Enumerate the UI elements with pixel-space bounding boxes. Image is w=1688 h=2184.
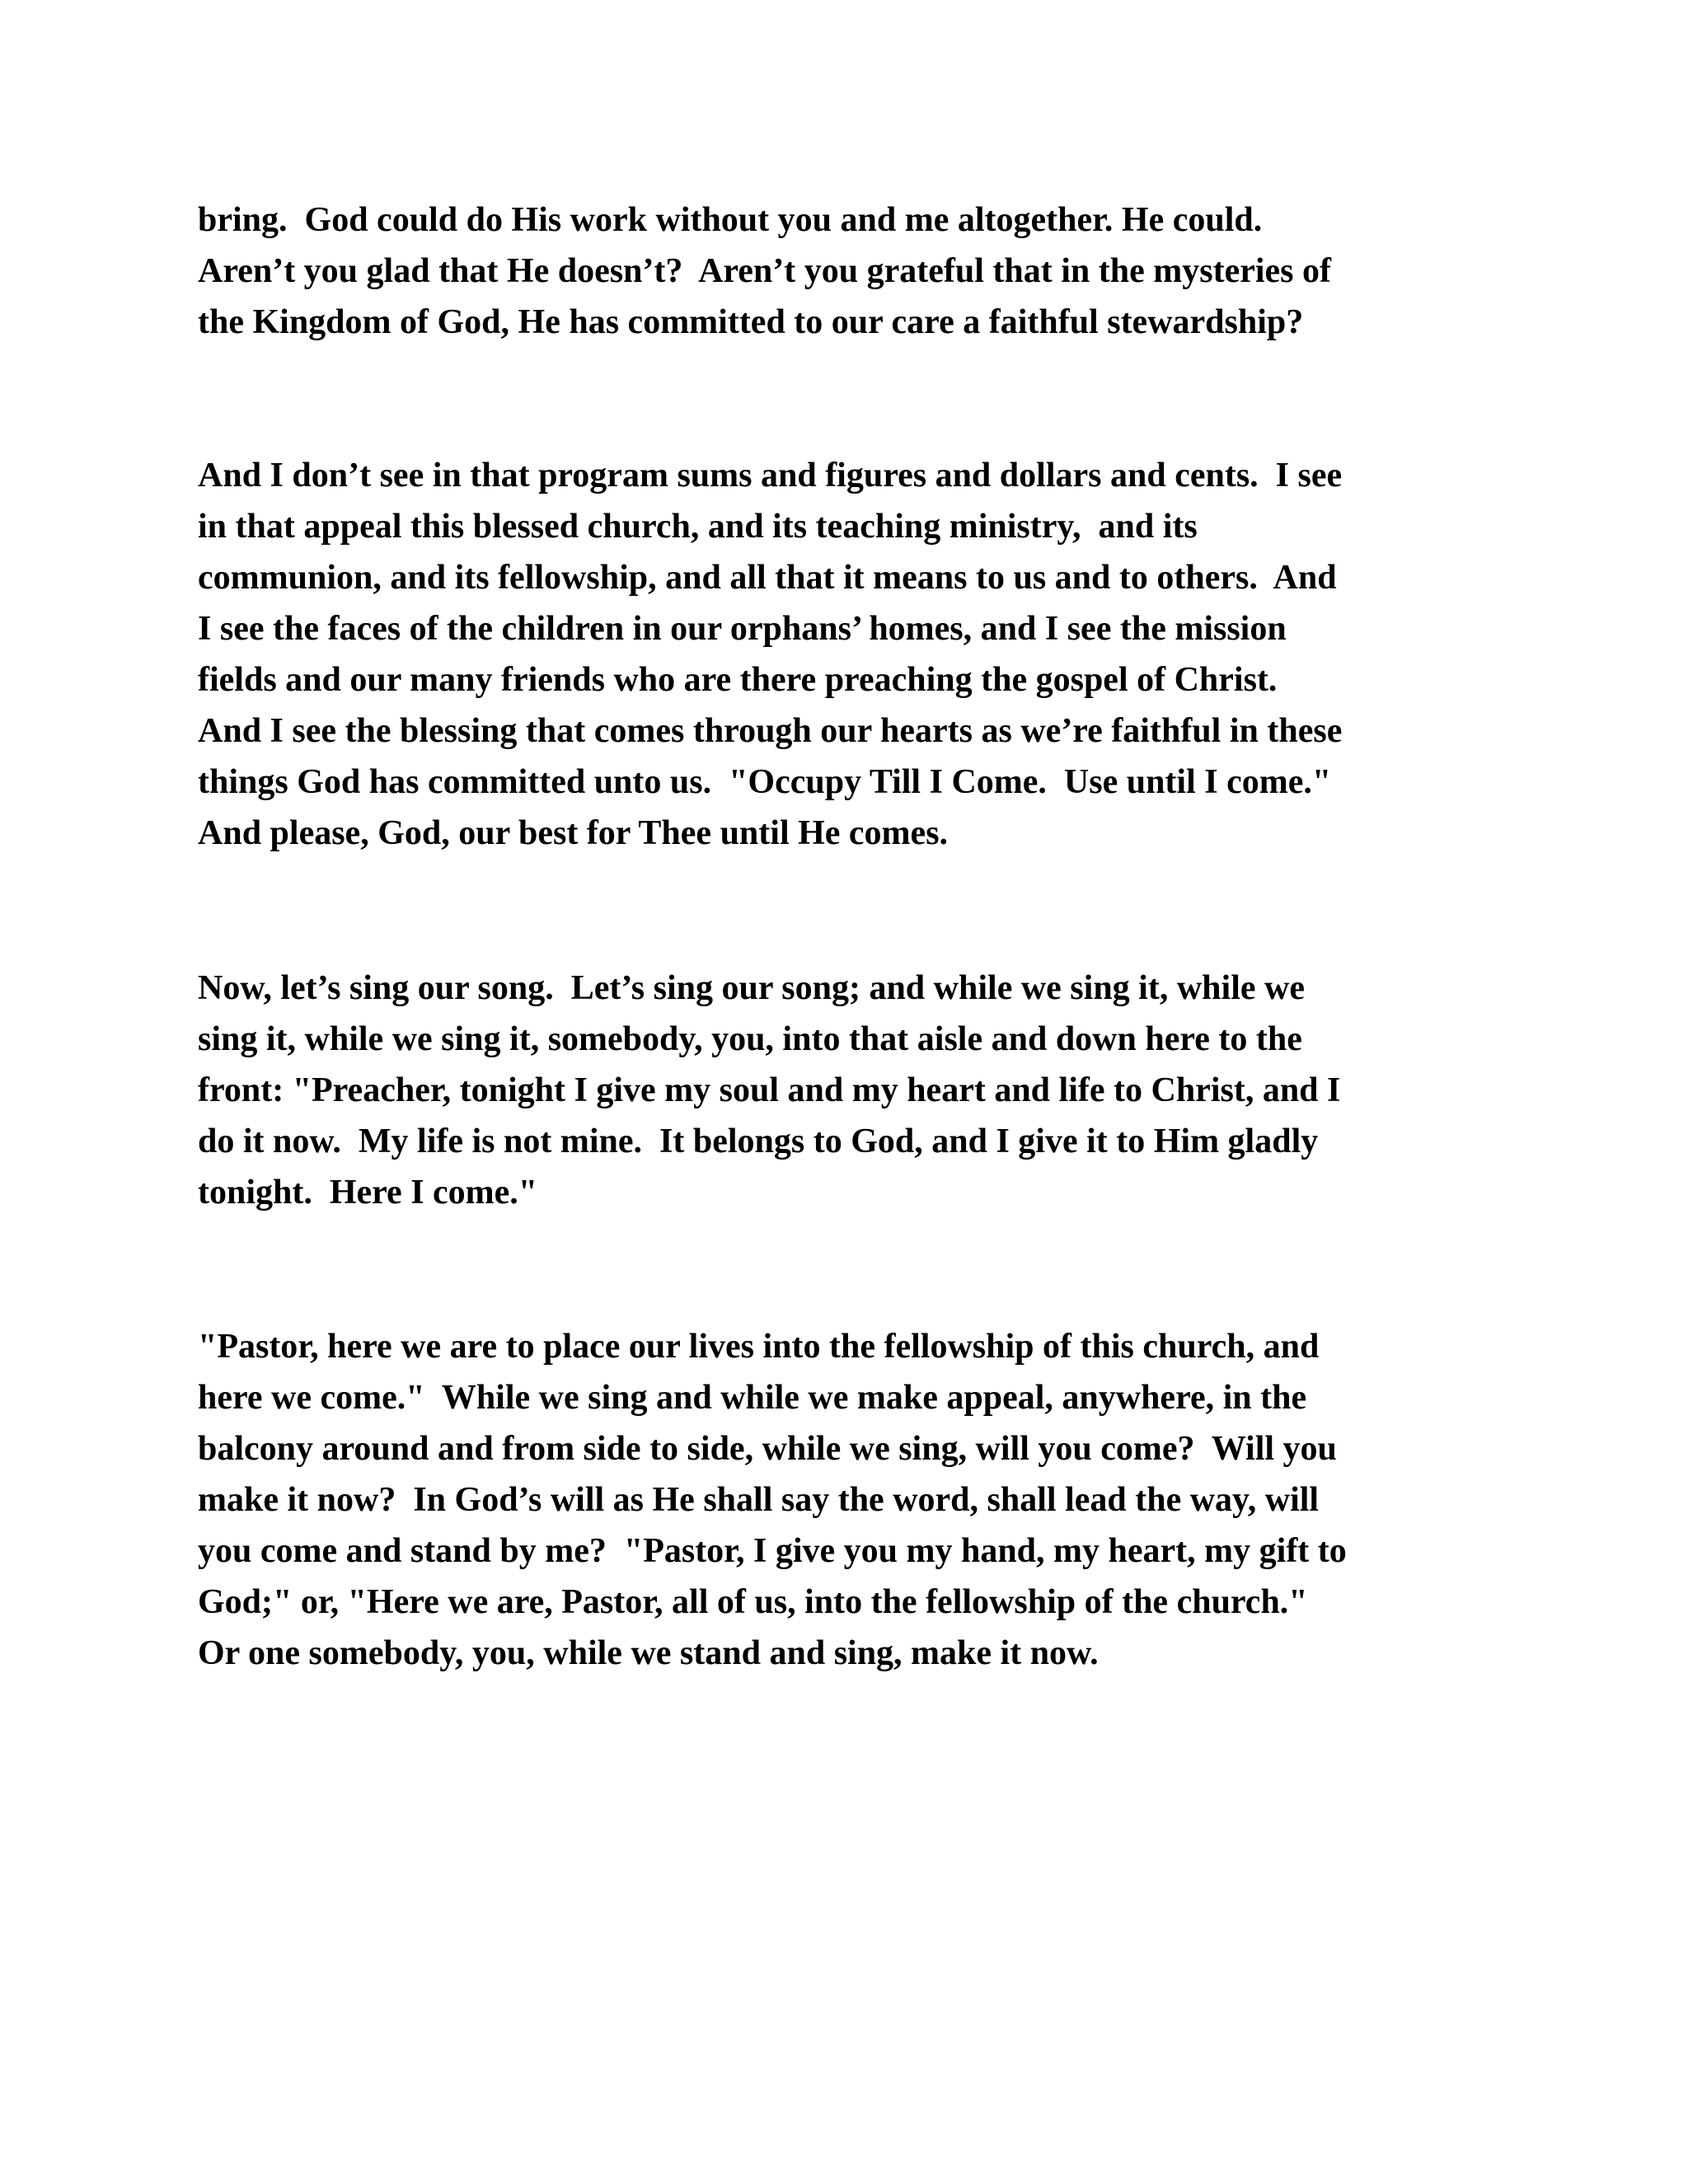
- text-line: And I see the blessing that comes through our hearts as we’re faithful in these: [198, 712, 1343, 750]
- text-line: Or one somebody, you, while we stand and sing, make it now.: [198, 1634, 1099, 1672]
- text-line: balcony around and from side to side, while we sing, will you come? Will you: [198, 1430, 1337, 1468]
- paragraph-appeal: [198, 450, 1517, 859]
- text-line: make it now? In God’s will as He shall say the word, shall lead the way, will: [198, 1481, 1320, 1519]
- text-line: sing it, while we sing it, somebody, you, into that aisle and down here to the: [198, 1020, 1302, 1058]
- text-line: front: "Preacher, tonight I give my soul and my heart and life to Christ, and I: [198, 1071, 1341, 1109]
- text-line: fields and our many friends who are there preaching the gospel of Christ.: [198, 661, 1278, 699]
- paragraph-stewardship: [198, 194, 1517, 348]
- text-line: And I don’t see in that program sums and figures and dollars and cents. I see: [198, 457, 1343, 494]
- text-line: And please, God, our best for Thee until He comes.: [198, 814, 949, 852]
- text-line: "Pastor, here we are to place our lives into the fellowship of this church, and: [198, 1328, 1320, 1366]
- text-line: Aren’t you glad that He doesn’t? Aren’t you grateful that in the mysteries of: [198, 252, 1331, 290]
- text-line: here we come." While we sing and while we make appeal, anywhere, in the: [198, 1379, 1307, 1417]
- text-line: communion, and its fellowship, and all that it means to us and to others. And: [198, 559, 1337, 597]
- text-line: the Kingdom of God, He has committed to our care a faithful stewardship?: [198, 303, 1304, 341]
- paragraph-invitation: [198, 963, 1517, 1218]
- text-line: Now, let’s sing our song. Let’s sing our song; and while we sing it, while we: [198, 969, 1305, 1007]
- text-line: bring. God could do His work without you and me altogether. He could.: [198, 201, 1263, 239]
- text-line: God;" or, "Here we are, Pastor, all of us, into the fellowship of the church.": [198, 1583, 1308, 1621]
- text-line: in that appeal this blessed church, and its teaching ministry, and its: [198, 508, 1198, 546]
- paragraph-closing-appeal: [198, 1321, 1517, 1679]
- text-line: tonight. Here I come.": [198, 1174, 538, 1212]
- text-line: I see the faces of the children in our orphans’ homes, and I see the mission: [198, 610, 1287, 648]
- text-line: you come and stand by me? "Pastor, I give you my hand, my heart, my gift to: [198, 1532, 1347, 1570]
- text-line: things God has committed unto us. "Occupy Till I Come. Use until I come.": [198, 763, 1332, 801]
- text-line: do it now. My life is not mine. It belongs to God, and I give it to Him gladly: [198, 1122, 1319, 1160]
